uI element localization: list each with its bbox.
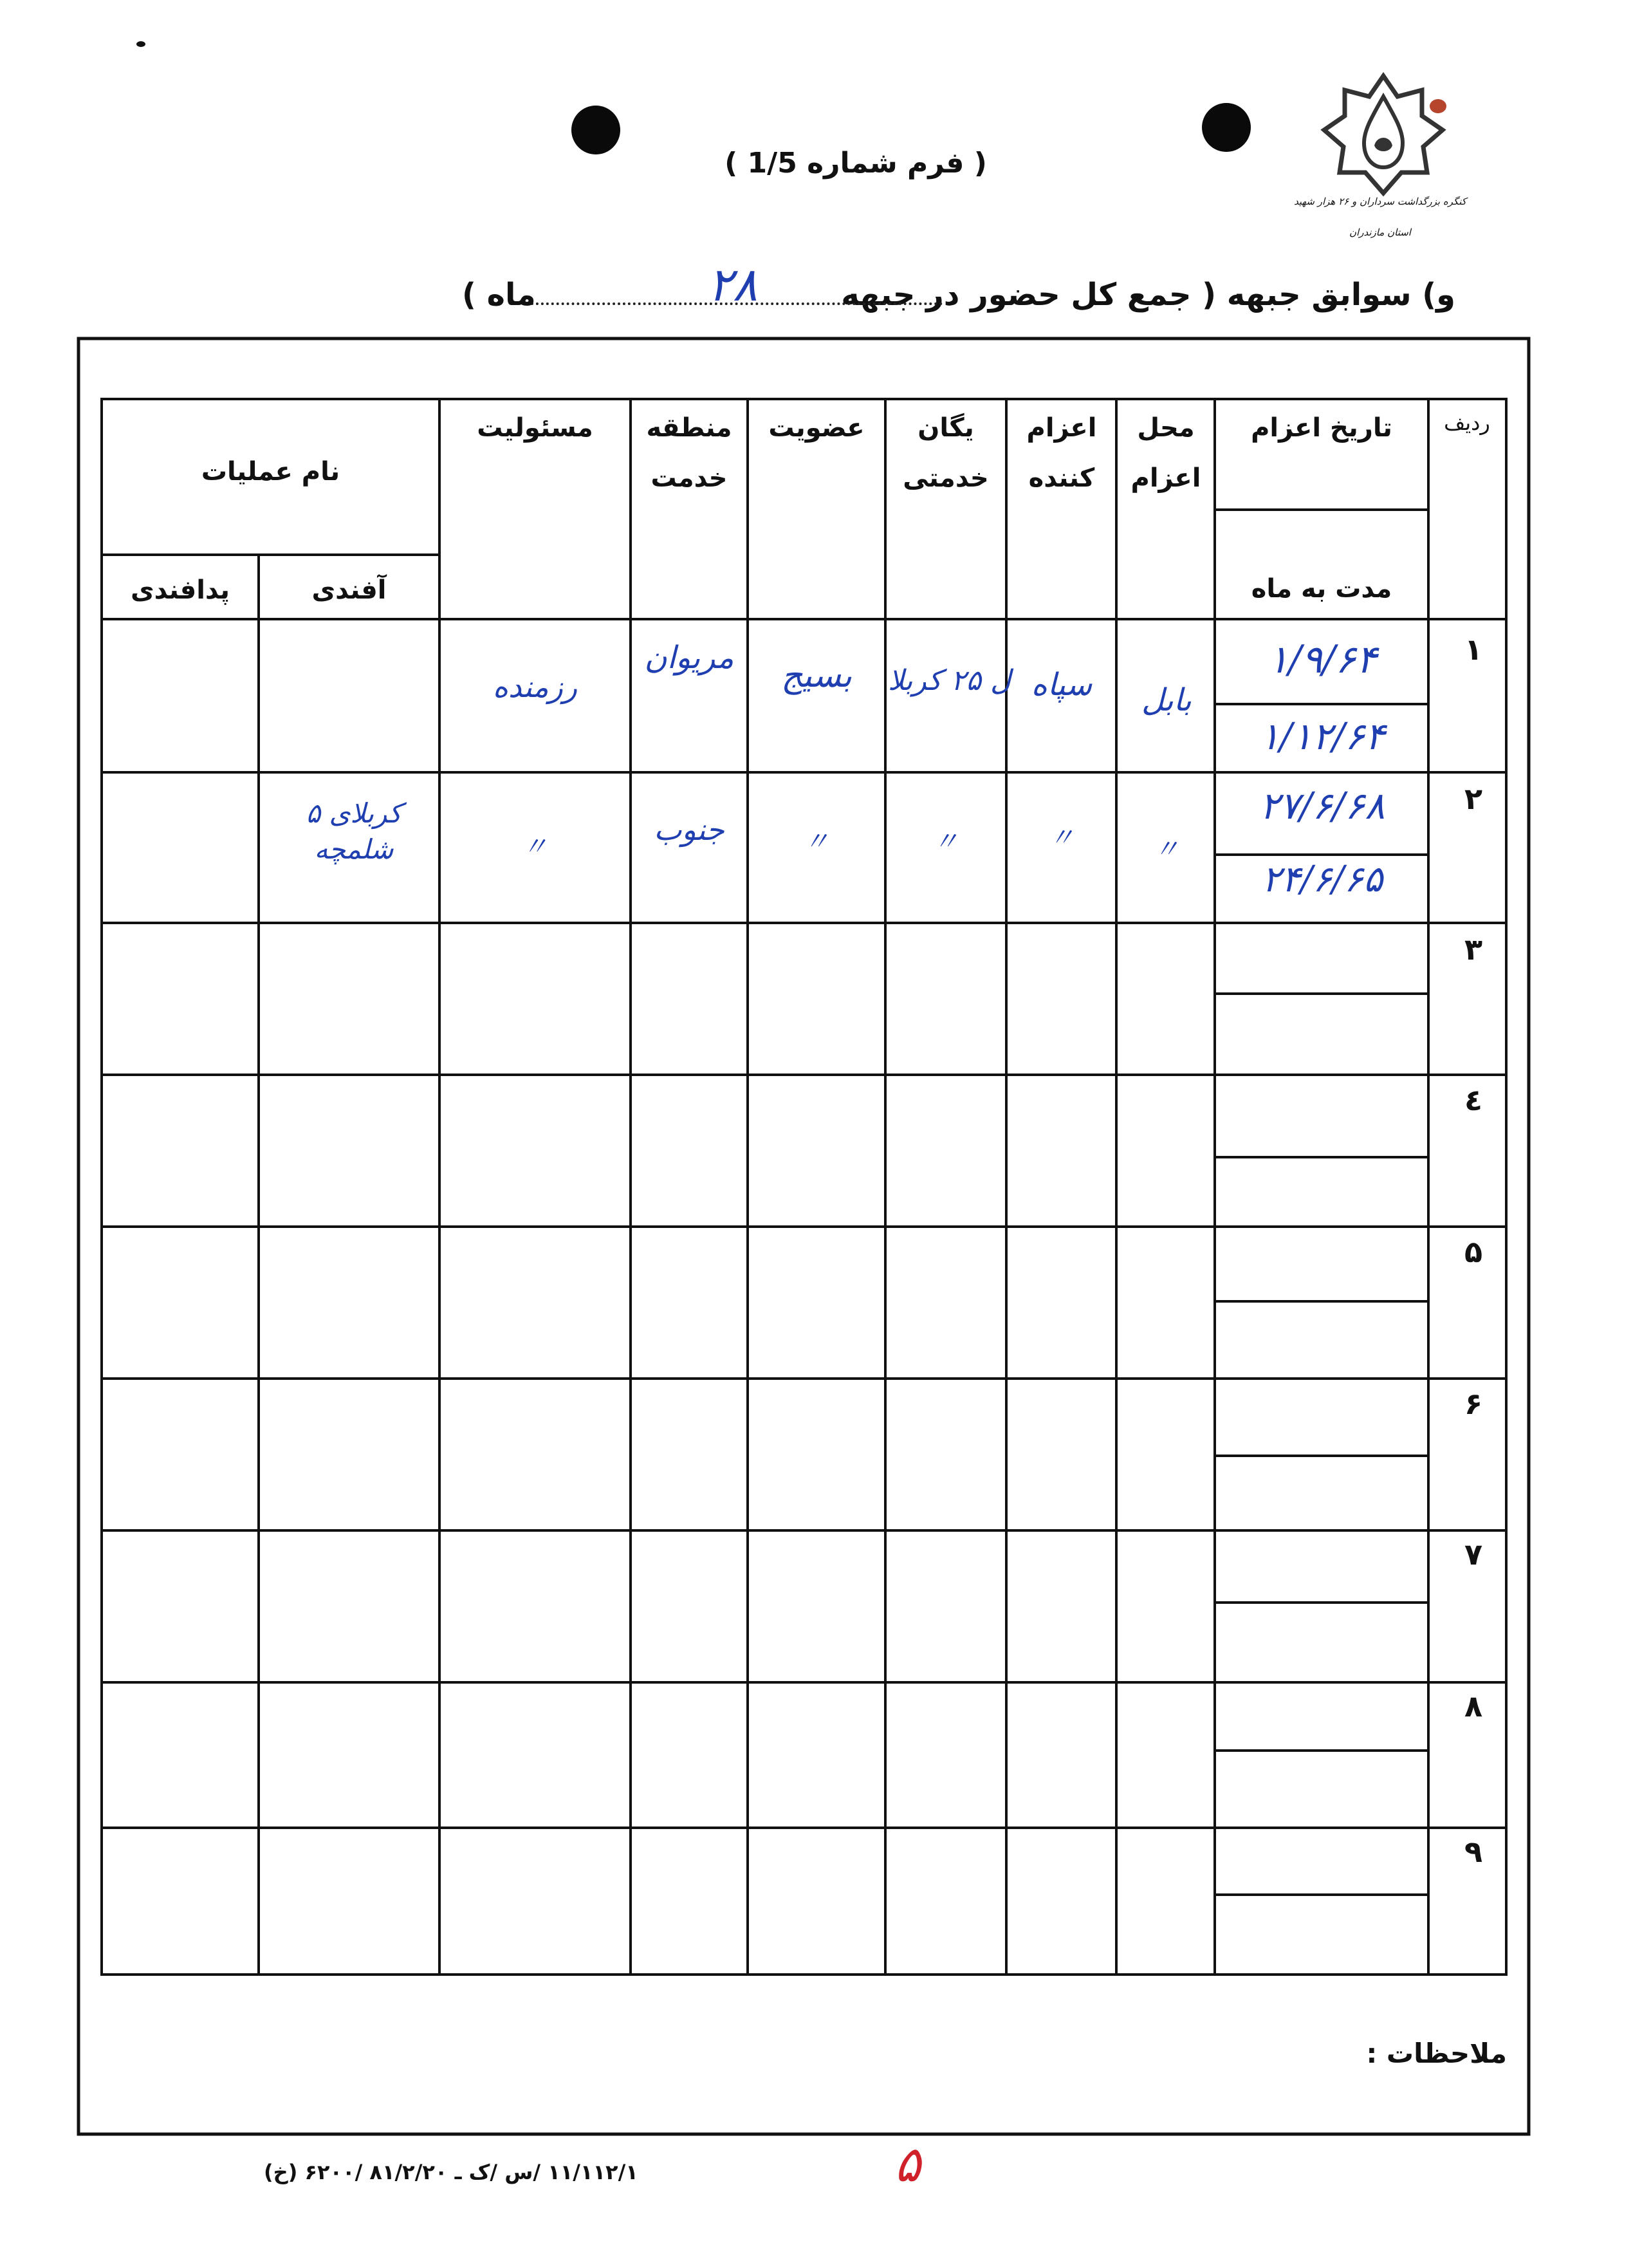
row1-unit: ل ۲۵ کربلا <box>888 664 1011 697</box>
row-number: ۷ <box>1464 1537 1483 1572</box>
handwritten-total-months: ۲۸ <box>708 257 758 311</box>
page-mark: ۵ <box>894 2135 921 2193</box>
row1-responsibility: رزمنده <box>492 669 578 704</box>
row2-dispatch-date: ۲۷/۶/۶۸ <box>1259 784 1385 828</box>
row2-membership: 〃 <box>804 827 829 857</box>
section-title-part1: و) سوابق جبهه ( جمع کل حضور در جبهه <box>841 277 1455 313</box>
header-defensive: پدافندی <box>130 575 230 605</box>
header-membership: عضویت <box>768 413 865 443</box>
row-number: ۸ <box>1464 1689 1483 1724</box>
header-operation-name: نام عملیات <box>201 457 340 487</box>
row-number: ۳ <box>1464 932 1483 967</box>
row1-place: بابل <box>1141 682 1192 718</box>
row-number: ۱ <box>1464 632 1483 667</box>
header-duration-months: مدت به ماه <box>1251 574 1392 604</box>
header-dispatcher-2: کننده <box>1028 463 1095 493</box>
row2-responsibility: 〃 <box>522 832 548 862</box>
org-caption-line1: کنگره بزرگداشت سرداران و ۲۶ هزار شهید <box>1294 196 1466 207</box>
header-dispatch-place-2: اعزام <box>1130 463 1201 493</box>
row-number: ۶ <box>1464 1386 1483 1421</box>
row1-membership: بسیج <box>780 656 853 695</box>
header-offensive: آفندی <box>311 575 387 605</box>
form-number: ( فرم شماره 1/5 ) <box>724 147 987 180</box>
header-responsibility: مسئولیت <box>477 413 593 443</box>
row1-dispatch-date: ۱/۹/۶۴ <box>1268 637 1377 682</box>
row-number: ۹ <box>1464 1834 1483 1869</box>
row2-place: 〃 <box>1154 835 1179 864</box>
row1-dispatcher: سپاه <box>1031 667 1093 703</box>
row1-duration: ۱/۱۲/۶۴ <box>1259 714 1385 758</box>
row2-offensive-operation: کربلای ۵ شلمچه <box>306 797 402 865</box>
header-row-no: ردیف <box>1444 411 1490 435</box>
row-number: ٤ <box>1464 1083 1483 1117</box>
row-number: ۵ <box>1464 1234 1483 1269</box>
org-caption-line2: استان مازندران <box>1349 227 1411 238</box>
header-service-unit-2: خدمتی <box>903 463 989 493</box>
section-title-part2: ماه ) <box>462 277 536 313</box>
row2-service-area: جنوب <box>654 812 724 847</box>
remarks-label: ملاحظات : <box>1366 2038 1507 2069</box>
header-dispatcher-1: اعزام <box>1026 413 1097 443</box>
header-dispatch-date: تاریخ اعزام <box>1251 413 1392 443</box>
row2-dispatcher: 〃 <box>1049 823 1075 853</box>
header-dispatch-place-1: محل <box>1137 413 1195 443</box>
row2-unit: 〃 <box>933 827 959 857</box>
table-border <box>102 399 1506 1975</box>
row1-service-area: مریوان <box>644 640 734 676</box>
footer-form-code: ۱۱/۱۱۲/۱ /س /ک ـ ۸۱/۲/۲۰ /۶۲۰۰ (خ) <box>264 2160 638 2184</box>
row2-duration: ۲۴/۶/۶۵ <box>1261 859 1383 900</box>
header-service-unit-1: یگان <box>918 413 974 443</box>
header-service-area-1: منطقه <box>646 413 732 443</box>
row-number: ۲ <box>1464 781 1483 816</box>
header-service-area-2: خدمت <box>650 463 728 493</box>
